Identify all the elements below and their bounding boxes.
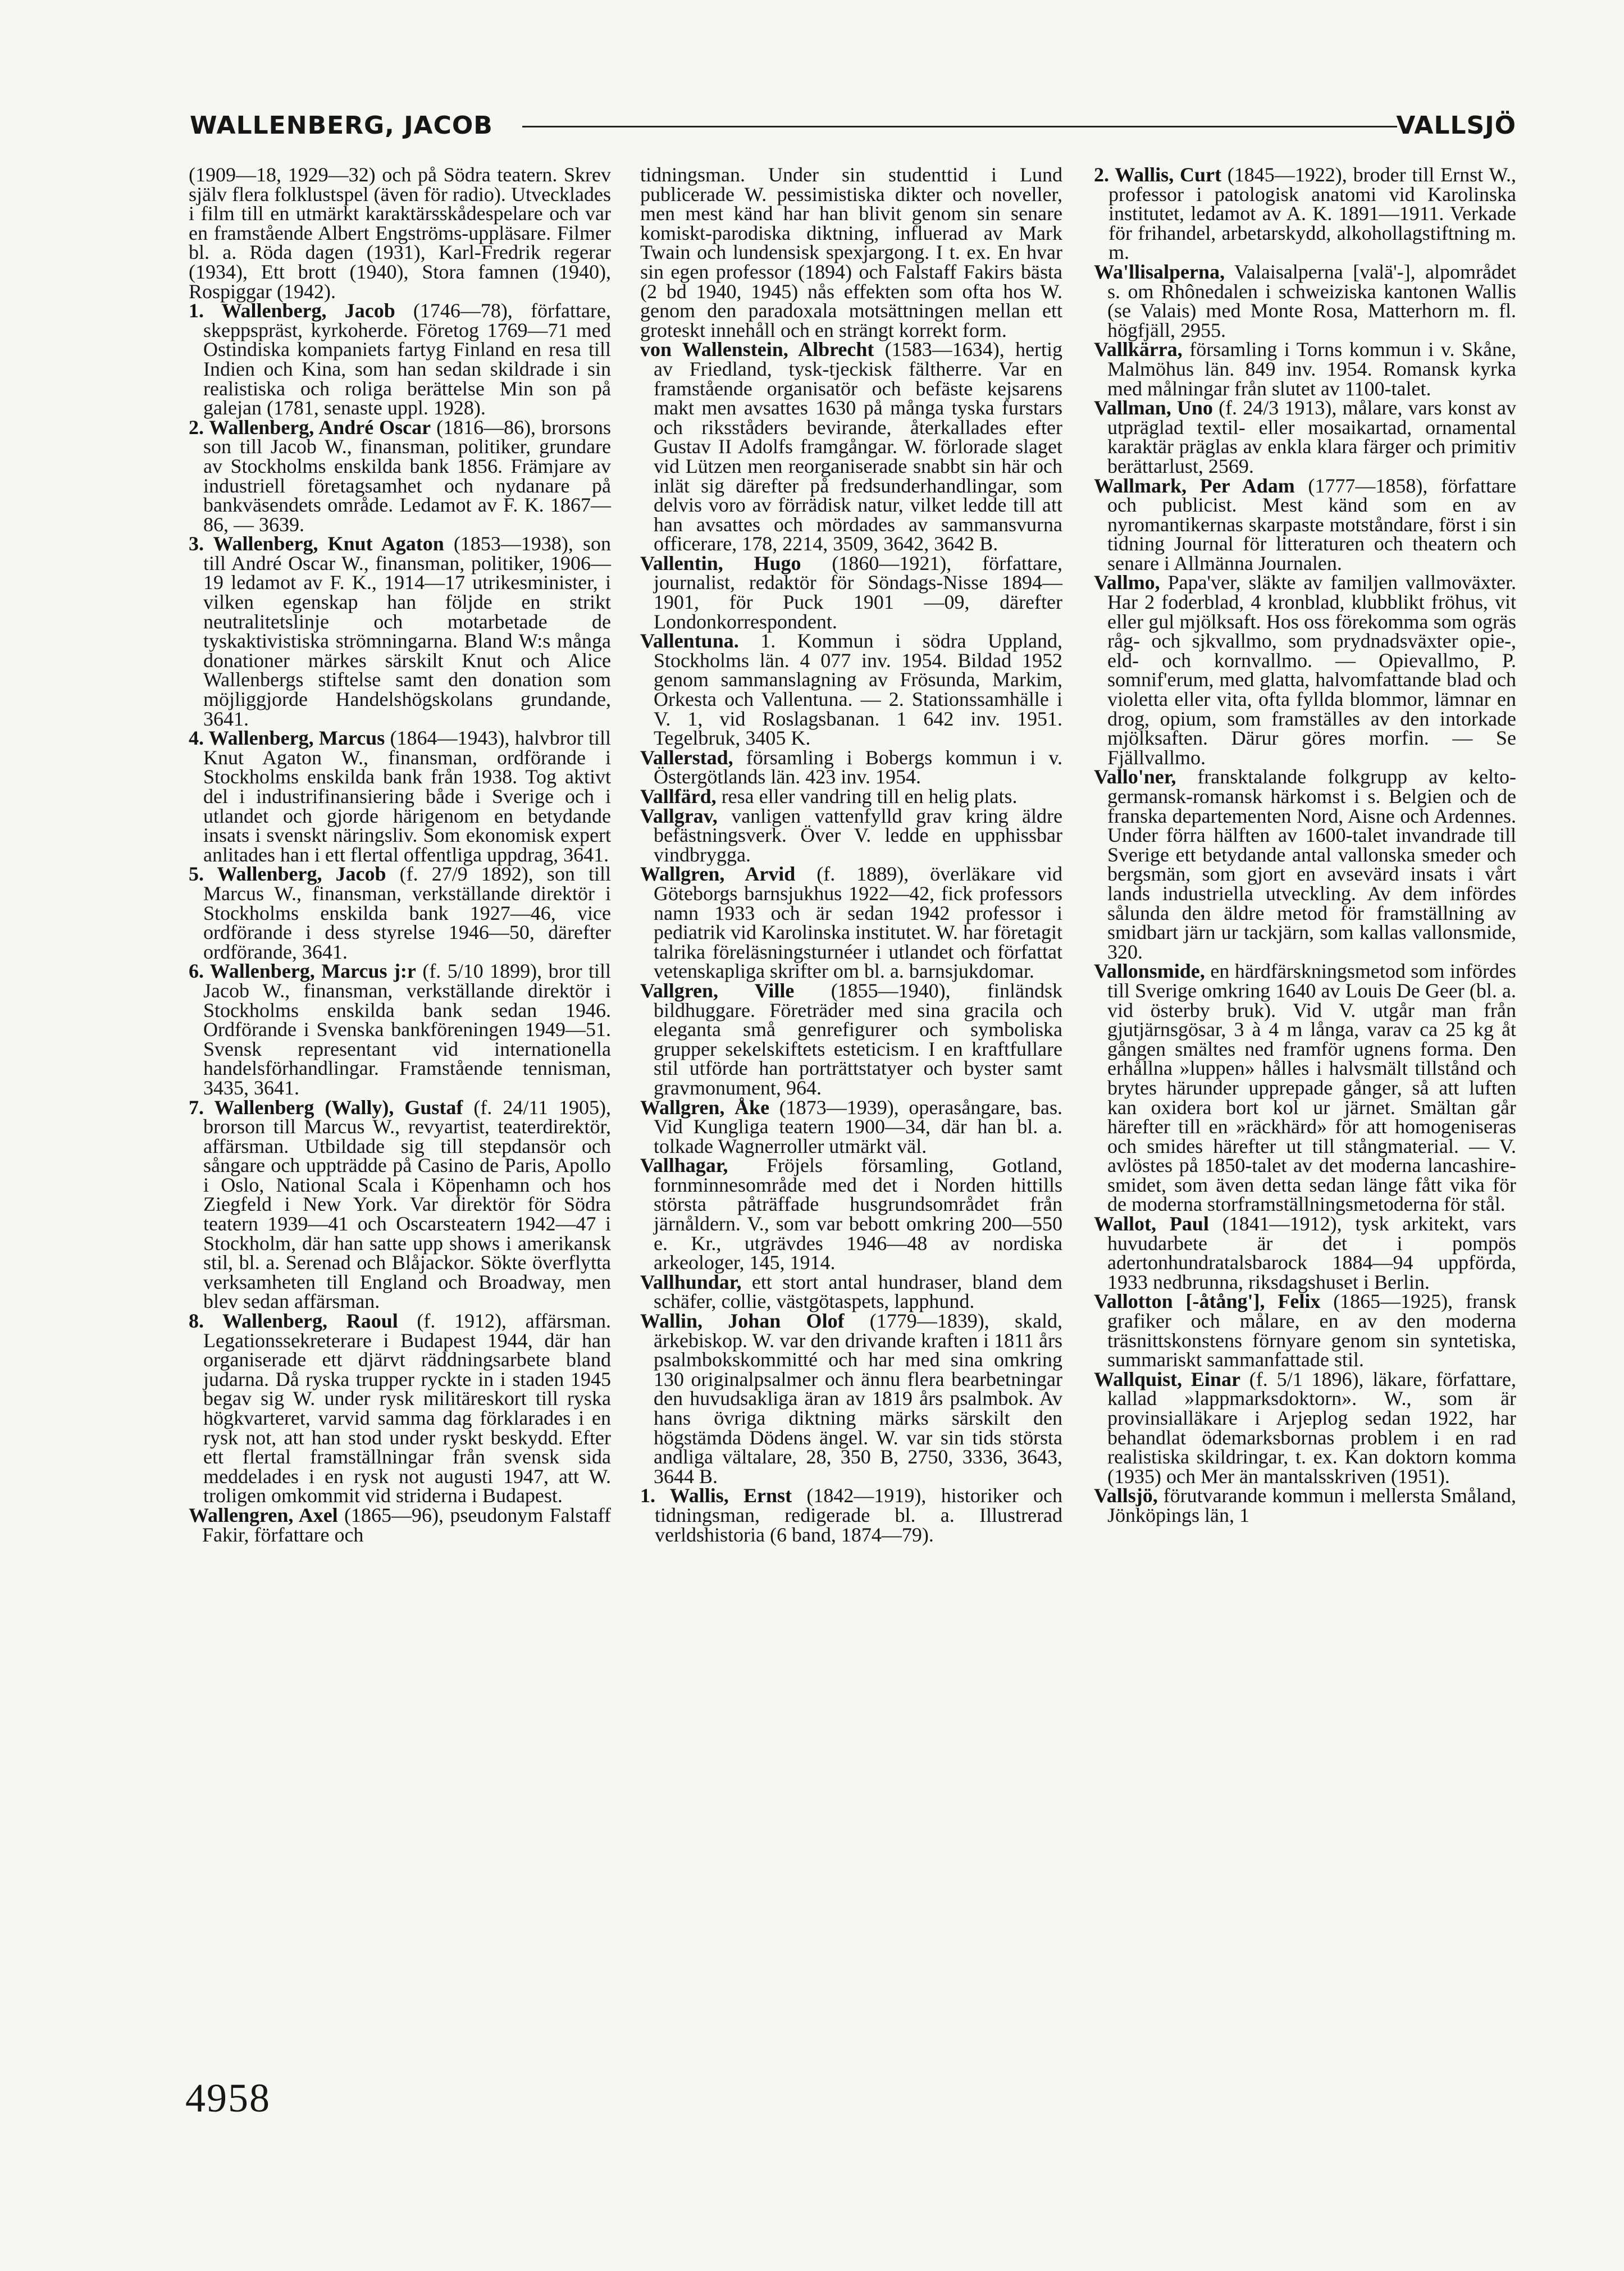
entry-text: (1873—1939), operasångare, bas. Vid Kungliga teatern 1900—34, där han bl. a. tolkade Wagnerroller utmärkt väl. [654, 1096, 1062, 1157]
entry-text: (1842—1919), historiker och tidningsman, redigerade bl. a. Illustrerad verldshistoria (6 band, 1874—79). [655, 1484, 1062, 1546]
entry-headword: 3. Wallenberg, Knut Agaton [189, 532, 444, 555]
entry-headword: 5. Wallenberg, Jacob [189, 863, 386, 886]
entry-headword: Vallonsmide, [1094, 960, 1205, 983]
column-3 [1094, 165, 1516, 1525]
dictionary-entry [1094, 1486, 1516, 1525]
entry-text: 1. Kommun i södra Uppland, Stockholms län. 4 077 inv. 1954. Bildad 1952 genom sammanslagning av Frösunda, Markim, Orkesta och Vallentuna. — 2. Stationssamhälle i V. 1, vid Roslagsbanan. 1 642 inv. 1951. Tegelbruk, 3405 K. [654, 630, 1062, 750]
entry-text: (f. 24/3 1913), målare, vars konst av utpräglad textil- eller mosaikartad, ornamental karaktär präglas av enkla klara färger och primitiv berättarlust, 2569. [1107, 396, 1516, 477]
entry-text: församling i Bobergs kommun i v. Östergötlands län. 423 inv. 1954. [654, 746, 1062, 788]
entry-headword: von Wallenstein, Albrecht [640, 338, 874, 361]
page-number-digits: 4958 [185, 2076, 271, 2120]
dictionary-entry [640, 551, 1062, 633]
entry-headword: Vallgren, Ville [640, 979, 795, 1002]
entry-headword: Vallfärd, [640, 785, 717, 808]
entry-headword: Vallmo, [1094, 571, 1160, 594]
entry-headword: Vallkärra, [1094, 338, 1183, 361]
entry-text: förutvarande kommun i mellersta Småland, Jönköpings län, 1 [1107, 1484, 1516, 1526]
entry-text: (1860—1921), författare, journalist, redaktör för Söndags-Nisse 1894—1901, för Puck 1901 —09, därefter Londonkorrespondent. [654, 551, 1062, 633]
entry-headword: 2. Wallis, Curt [1094, 163, 1221, 186]
entry-text: (1853—1938), son till André Oscar W., finansman, politiker, 1906—19 ledamot av F. K., 1914—17 utrikesminister, i vilken egenskap han följde en strikt neutralitetslinje och motarbetade de tyskaktivistiska strömningarna. Bland W:s många donationer märkes särskilt Knut och Alice Wallenbergs stiftelse samt den donation som möjliggjorde Handelshögskolans grundande, 3641. [203, 532, 611, 730]
entry-text: en härdfärskningsmetod som infördes till Sverige omkring 1640 av Louis De Geer (bl. a. vid österby bruk). Vid V. utgår man från gjutjärnsgösar, 3 à 4 m långa, varav ca 25 kg åt gången smältes ned framför ugnens forma. Den erhållna »luppen» hålles i halvsmält tillstånd och brytes härunder upprepade gånger, så att luften kan oxidera bort kol ur järnet. Smältan går härefter till en »räckhärd» för att homogeniseras och smides härefter ut till stångmaterial. — V. avlöstes på 1850-talet av det moderna lancashire-smidet, som även detta sedan länge fått vika för de moderna storframställningsmetoderna för stål. [1107, 960, 1516, 1216]
entry-text: (f. 1912), affärsman. Legationssekreterare i Budapest 1944, där han organiserade ett djärvt räddningsarbete bland judarna. Då ryska trupper ryckte in i staden 1945 begav sig W. under rysk militäreskort till ryska högkvarteret, varvid samma dag förklarades i en rysk not, att han stod under ryskt beskydd. Efter ett flertal framställningar från svensk sida meddelades i en rysk not augusti 1947, att W. troligen omkommit vid striderna i Budapest. [203, 1310, 611, 1507]
header-rule [522, 126, 1397, 127]
entry-text: (1816—86), brorsons son till Jacob W., finansman, politiker, grundare av Stockholms enskilda bank 1856. Främjare av industriell företagsamhet och nydanare på bankväsendets område. Ledamot av F. K. 1867—86, — 3639. [203, 416, 611, 536]
entry-headword: Vallsjö, [1094, 1484, 1158, 1507]
entry-headword: Vallhundar, [640, 1270, 742, 1293]
entry-text: (1845—1922), broder till Ernst W., professor i patologisk anatomi vid Karolinska institutet, ledamot av A. K. 1891—1911. Verkade för frihandel, arbetarskydd, alkohollagstiftning m. m. [1108, 163, 1517, 264]
entry-headword: Wallgren, Åke [640, 1096, 770, 1119]
entry-headword: Wallgren, Arvid [640, 863, 796, 886]
header-left-headword: WALLENBERG, JACOB [190, 111, 493, 140]
entry-headword: Vallerstad, [640, 746, 733, 769]
header-right-headword: VALLSJÖ [1396, 111, 1516, 140]
dictionary-entry [640, 340, 1062, 554]
entry-text: tidningsman. Under sin studenttid i Lund publicerade W. pessimistiska dikter och noveller, men mest känd har han blivit genom sin senare komiskt-parodiska diktning, influerad av Mark Twain och lundensisk spexjargong. I t. ex. En hvar sin egen professor (1894) och Falstaff Fakirs bästa (2 bd 1940, 1945) nås effekten som ofta hos W. genom den paradoxala motsättningen mellan ett groteskt innehåll och en strängt korrekt form. [640, 163, 1062, 341]
dictionary-entry [640, 981, 1062, 1098]
dictionary-entry [1094, 767, 1516, 961]
dictionary-entry [189, 864, 611, 961]
dictionary-entry [640, 1270, 1062, 1313]
dictionary-entry [189, 1503, 611, 1546]
dictionary-entry [1094, 262, 1516, 340]
dictionary-entry [189, 1311, 611, 1506]
entry-headword: 2. Wallenberg, André Oscar [189, 416, 431, 439]
entry-text: (f. 24/11 1905), brorson till Marcus W., revyartist, teaterdirektör, affärsman. Utbildade sig till stepdansör och sångare och uppträdde på Casino de Paris, Apollo i Oslo, National Scala i Köpenhamn och hos Ziegfeld i New York. Var direktör för Södra teatern 1939—41 och Oscarsteatern 1942—47 i Stockholm, där han satte upp shows i amerikansk stil, bl. a. Serenad och Blåjackor. Sökte överflytta verksamheten till England och Broadway, men blev sedan affärsman. [203, 1096, 611, 1313]
entry-text: (1909—18, 1929—32) och på Södra teatern. Skrev själv flera folklustspel (även för radio). Utvecklades i film till en utmärkt karaktärsskådespelare och var en framstående Albert Engströms-uppläsare. Filmer bl. a. Röda dagen (1931), Karl-Fredrik regerar (1934), Ett brott (1940), Stora famnen (1940), Rospiggar (1942). [189, 163, 611, 303]
entry-text: ett stort antal hundraser, bland dem schäfer, collie, västgötaspets, lapphund. [654, 1270, 1062, 1313]
column-1 [189, 165, 611, 1544]
entry-headword: 6. Wallenberg, Marcus j:r [189, 960, 416, 983]
dictionary-entry [1094, 165, 1516, 262]
entry-text: Papa'ver, släkte av familjen vallmoväxter. Har 2 foderblad, 4 kronblad, klubblikt fröhus, vit eller gul mjölksaft. Hos oss förekomma som ogräs råg- och sjkvallmo, som prydnadsväxter opie-, eld- och kornvallmo. — Opievallmo, P. somnif'erum, med glatta, halvomfattande blad och violetta eller vita, ofta fyllda blommor, lämnar en drog, opium, som framställes av den intorkade mjölksaften. Därur göres morfin. — Se Fjällvallmo. [1107, 571, 1516, 769]
entry-headword: Wallin, Johan Olof [640, 1310, 845, 1333]
column-2 [640, 165, 1062, 1544]
dictionary-entry [1094, 1292, 1516, 1369]
entry-headword: 1. Wallis, Ernst [640, 1484, 792, 1507]
dictionary-entry [189, 1098, 611, 1312]
dictionary-entry [1094, 573, 1516, 767]
dictionary-entry [640, 1311, 1062, 1486]
dictionary-entry [640, 165, 1062, 340]
entry-text: resa eller vandring till en helig plats. [716, 785, 1018, 808]
entry-headword: Wallot, Paul [1094, 1212, 1209, 1235]
entry-headword: Vallo'ner, [1094, 765, 1176, 788]
entry-text: (1855—1940), finländsk bildhuggare. Företräder med sina gracila och eleganta små genrefigurer och symboliska grupper sekelskiftets esteticism. I en kraftfullare stil utförde han porträttstatyer och byster samt gravmonument, 964. [654, 979, 1062, 1099]
entry-text: (1746—78), författare, skeppspräst, kyrkoherde. Företog 1769—71 med Ostindiska kompaniets fartyg Finland en resa till Indien och Kina, som han sedan skildrade i sin realistiska och roliga berättelse Min son på galejan (1781, senaste uppl. 1928). [203, 299, 611, 419]
entry-headword: 4. Wallenberg, Marcus [189, 727, 385, 750]
entry-text: (1583—1634), hertig av Friedland, tysk-tjeckisk fältherre. Var en framstående organisatör och befäste kejsarens makt men avsattes 1630 på många tyska furstars och riksståders bevirande, återkallades efter Gustav II Adolfs framgångar. W. förlorade slaget vid Lützen men reorganiserade snabbt sin här och inlät sig därefter på fredsunderhandlingar, som delvis voro av förrädisk natur, vilket ledde till att han avsattes och mördades av sammansvurna officerare, 178, 2214, 3509, 3642, 3642 B. [654, 338, 1063, 555]
entry-text: (1841—1912), tysk arkitekt, vars huvudarbete är det i pompös adertonhundratalsbarock 1884—94 uppförda, 1933 nedbrunna, riksdagshuset i Berlin. [1107, 1212, 1516, 1293]
entry-text: (1779—1839), skald, ärkebiskop. W. var den drivande kraften i 1811 års psalmbokskommitté och har med sina omkring 130 originalpsalmer och ännu flera bearbetningar den huvudsakliga äran av 1819 års psalmbok. Av hans övriga diktning märks särskilt den högstämda Dödens ängel. W. var sin tids största andliga vältalare, 28, 350 B, 2750, 3336, 3643, 3644 B. [654, 1310, 1063, 1488]
page-number [185, 2076, 271, 2120]
entry-text: (1864—1943), halvbror till Knut Agaton W., finansman, ordförande i Stockholms enskilda bank från 1938. Tog aktivt del i industrifinansiering både i Sverige och i utlandet och gjorde härigenom en betydande insats i svenskt näringsliv. Som ekonomisk expert anlitades han i ett flertal offentliga uppdrag, 3641. [203, 727, 611, 866]
entry-text: vanligen vattenfylld grav kring äldre befästningsverk. Över V. ledde en upphissbar vindbrygga. [654, 804, 1062, 866]
entry-headword: Vallhagar, [640, 1154, 728, 1177]
entry-headword: Vallotton [-åtång'], Felix [1094, 1290, 1321, 1313]
entry-headword: Vallentuna. [640, 630, 739, 653]
dictionary-entry [1094, 398, 1516, 476]
dictionary-entry [1094, 340, 1516, 398]
dictionary-entry [189, 418, 611, 535]
dictionary-entry [1094, 1367, 1516, 1488]
entry-headword: Wallengren, Axel [189, 1503, 338, 1526]
dictionary-entry [189, 961, 611, 1097]
entry-text: Fröjels församling, Gotland, fornminnesområde med det i Norden hittills största påträffade husgrundsområdet från järnåldern. V., som var bebott omkring 200—550 e. Kr., utgrävdes 1946—48 av nordiska arkeologer, 145, 1914. [654, 1154, 1062, 1274]
dictionary-entry [640, 631, 1062, 748]
entry-text: (1865—96), pseudonym Falstaff Fakir, författare och [202, 1503, 611, 1546]
entry-headword: Vallentin, Hugo [640, 551, 801, 574]
dictionary-entry [640, 1156, 1062, 1273]
dictionary-entry [189, 534, 611, 728]
entry-headword: Vallgrav, [640, 804, 718, 827]
dictionary-entry [640, 1486, 1062, 1544]
entry-text: Valaisalperna [valä'-], alpområdet s. om Rhônedalen i schweiziska kantonen Wallis (se Valais) med Monte Rosa, Matterhorn m. fl. högfjäll, 2955. [1107, 260, 1516, 341]
dictionary-entry [640, 1098, 1062, 1156]
dictionary-entry [640, 864, 1062, 981]
entry-text: fransktalande folkgrupp av kelto-germansk-romansk härkomst i s. Belgien och de franska departementen Nord, Aisne och Ardennes. Under förra hälften av 1600-talet invandrade till Sverige ett betydande antal vallonska smeder och bergsmän, som gjort en avsevärd insats i vårt lands industriella utveckling. Av dem infördes sålunda den äldre metod för framställning av smidbart järn ur tackjärn, som kallas vallonsmide, 320. [1107, 765, 1516, 963]
entry-headword: Wallmark, Per Adam [1094, 474, 1295, 497]
entry-headword: 7. Wallenberg (Wally), Gustaf [189, 1096, 463, 1119]
entry-text: (f. 1889), överläkare vid Göteborgs barnsjukhus 1922—42, fick professors namn 1933 och är sedan 1942 professor i pediatrik vid Karolinska institutet. W. har företagit talrika föreläsningsturnéer i utlandet och författat vetenskapliga skrifter om bl. a. barnsjukdomar. [654, 863, 1063, 983]
dictionary-entry [189, 165, 611, 301]
dictionary-entry [1094, 476, 1516, 573]
entry-text: församling i Torns kommun i v. Skåne, Malmöhus län. 849 inv. 1954. Romansk kyrka med målningar från slutet av 1100-talet. [1107, 338, 1516, 400]
dictionary-entry [640, 787, 1062, 806]
entry-headword: Wa'llisalperna, [1094, 260, 1225, 283]
entry-text: (f. 5/10 1899), bror till Jacob W., finansman, verkställande direktör i Stockholms enskilda bank sedan 1946. Ordförande i Svenska bankföreningen 1949—51. Svensk representant vid internationella handelsförhandlingar. Framstående tennisman, 3435, 3641. [203, 960, 611, 1099]
entry-text: (f. 27/9 1892), son till Marcus W., finansman, verkställande direktör i Stockholms enskilda bank 1927—46, vice ordförande i dess styrelse 1946—50, därefter ordförande, 3641. [203, 863, 611, 963]
dictionary-entry [640, 748, 1062, 787]
dictionary-entry [1094, 1214, 1516, 1292]
entry-headword: 8. Wallenberg, Raoul [189, 1310, 398, 1333]
dictionary-entry [1094, 961, 1516, 1214]
entry-headword: Vallman, Uno [1094, 396, 1213, 419]
entry-headword: Wallquist, Einar [1094, 1367, 1240, 1390]
dictionary-entry [189, 301, 611, 418]
dictionary-entry [640, 806, 1062, 865]
dictionary-entry [189, 728, 611, 864]
running-header [190, 110, 1516, 149]
entry-headword: 1. Wallenberg, Jacob [189, 299, 395, 322]
entry-text: (1777—1858), författare och publicist. Mest känd som en av nyromantikernas skarpaste motståndare, först i sin tidning Journal för litteraturen och theatern och senare i Allmänna Journalen. [1107, 474, 1517, 574]
entry-text: (1865—1925), fransk grafiker och målare, en av den moderna träsnittskonstens förnyare genom sin syntetiska, summariskt sammanfattade stil. [1107, 1290, 1516, 1371]
entry-text: (f. 5/1 1896), läkare, författare, kallad »lappmarksdoktorn». W., som är provinsialläkare i Arjeplog sedan 1922, har behandlat ödemarksbornas problem i en rad realistiska skildringar, t. ex. Kan doktorn komma (1935) och Mer än mantalsskriven (1951). [1107, 1367, 1516, 1488]
